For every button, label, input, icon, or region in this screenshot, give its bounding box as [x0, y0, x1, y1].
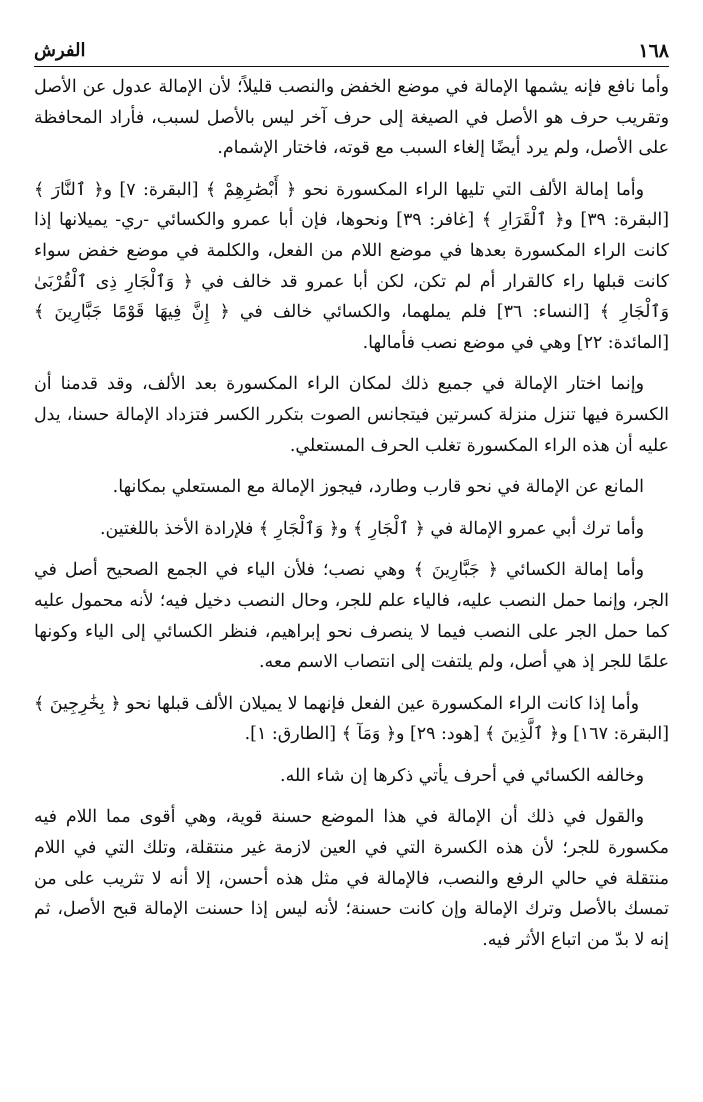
- paragraph-mani-imala: المانع عن الإمالة في نحو قارب وطارد، فيجوز الإمالة مع المستعلي بمكانها.: [112, 477, 644, 498]
- book-page: [34, 0, 669, 1102]
- paragraph-kisai-ahruf: وخالفه الكسائي في أحرف يأتي ذكرها إن شاء الله.: [280, 765, 644, 786]
- page-body: [34, 72, 669, 955]
- paragraph-kisai-jabbarin: وأما إمالة الكسائي ﴿ جَبَّارِينَ ﴾ وهي نصب؛ فلأن الياء في الجمع الصحيح أصل في الجر، وإنما حمل النصب عليه، فالياء علم للجر، وحال النصب دخيل فيه؛ لأنه محمول عليه كما حمل الجر على النصب فيما لا ينصرف نحو إبراهيم، فنظر الكسائي إلى الياء وكونها علمًا للجر إذ هي أصل، ولم يلتفت إلى انتصاب الاسم معه.: [34, 560, 669, 673]
- page-number: ١٦٨: [638, 40, 669, 62]
- running-title: الفرش: [34, 40, 86, 61]
- paragraph-qawl: والقول في ذلك أن الإمالة في هذا الموضع حسنة قوية، وهي أقوى مما اللام فيه مكسورة للجر؛ لأن هذه الكسرة التي في العين لازمة غير منتقلة، وتلك التي في اللام منتقلة في حالي الرفع والنصب، فالإمالة في مثل هذه أحسن، إلا أنه لا تثريب على من تمسك بالأصل وترك الإمالة وإن كانت حسنة؛ لأنه ليس إذا حسنت الإمالة قبح الأصل، ثم إنه لا بدّ من اتباع الأثر فيه.: [34, 807, 669, 950]
- paragraph-abu-amr-jar: وأما ترك أبي عمرو الإمالة في ﴿ ٱلْجَارِ ﴾ و﴿ وَٱلْجَارِ ﴾ فلإرادة الأخذ باللغتين.: [99, 518, 644, 539]
- page-header: [34, 40, 669, 64]
- paragraph-alif-before-ra: وأما إمالة الألف التي تليها الراء المكسورة نحو ﴿ أَبْصَٰرِهِمْ ﴾ [البقرة: ٧] و﴿ ٱلنَّارَ ﴾ [البقرة: ٣٩] و﴿ ٱلْقَرَارِ ﴾ [غافر: ٣٩] ونحوها، فإن أبا عمرو والكسائي -ري- يميلانها إذا كانت الراء المكسورة بعدها في موضع اللام من الفعل، والكلمة في موضع خفض سواء كانت قبلها راء كالقرار أم لم تكن، لكن أبا عمرو قد خالف في ﴿ وَٱلْجَارِ ذِى ٱلْقُرْبَىٰ وَٱلْجَارِ ﴾ [النساء: ٣٦] فلم يملهما، والكسائي خالف في ﴿ إِنَّ فِيهَا قَوْمًا جَبَّارِينَ ﴾ [المائدة: ٢٢] وهي في موضع نصب فأمالها.: [34, 179, 669, 353]
- paragraph-nafi-ishmam: وأما نافع فإنه يشمها الإمالة في موضع الخفض والنصب قليلاً؛ لأن الإمالة عدول عن الأصل وتقريب حرف هو الأصل في الصيغة إلى حرف آخر ليس بالأصل لسبب، فأراد المحافظة على الأصل، ولم يرد أيضًا إلغاء السبب مع قوته، فاختار الإشمام.: [34, 77, 669, 159]
- header-rule: [34, 66, 669, 67]
- paragraph-reason-imala: وإنما اختار الإمالة في جميع ذلك لمكان الراء المكسورة بعد الألف، وقد قدمنا أن الكسرة فيها تنزل منزلة كسرتين فيتجانس الصوت بتكرر الكسر فتزداد الإمالة حسنا، يدل عليه أن هذه الراء المكسورة تغلب الحرف المستعلي.: [34, 374, 669, 456]
- paragraph-ra-ayn-fil: وأما إذا كانت الراء المكسورة عين الفعل فإنهما لا يميلان الألف قبلها نحو ﴿ بِخَٰرِجِينَ ﴾ [البقرة: ١٦٧] و﴿ ٱلَّذِينَ ﴾ [هود: ٢٩] و﴿ وَمَآ ﴾ [الطارق: ١].: [34, 693, 669, 745]
